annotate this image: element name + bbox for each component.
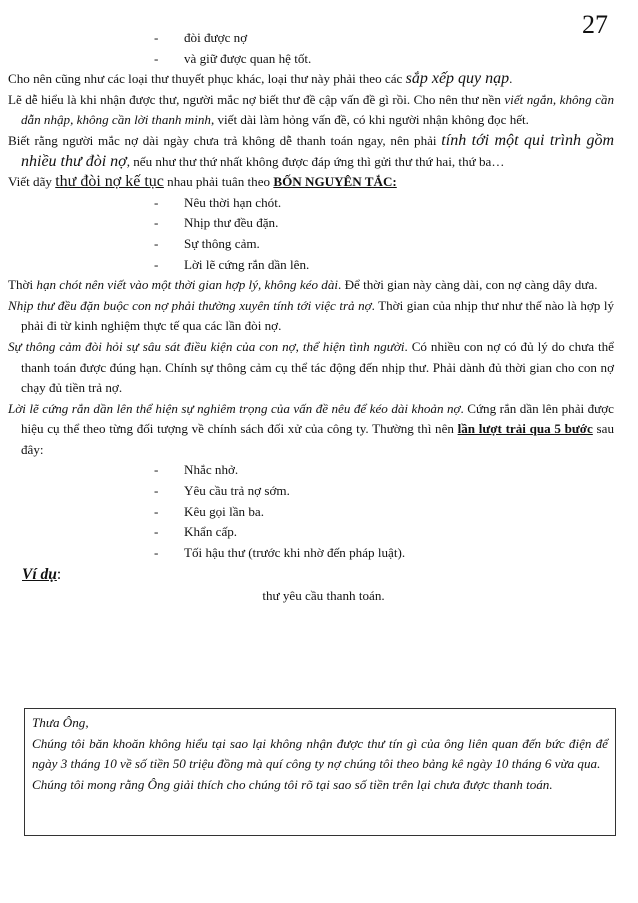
- letter-salutation: Thưa Ông,: [32, 715, 89, 730]
- emphasis: viết ngắn, không cần dẫn nhập, không cần lời thanh minh: [21, 91, 614, 128]
- example-letter-box: [24, 708, 616, 836]
- emphasis: Sự thông cảm đòi hỏi sự sâu sát điều kiện của con nợ, thể hiện tình người: [8, 338, 405, 354]
- paragraph: Lẽ dễ hiểu là khi nhận được thư, người mắc nợ biết thư đề cập vấn đề gì rồi. Cho nên thư nền viết ngắn, không cần dẫn nhập, không cần lời thanh minh, viết dài làm hỏng vấn đề, có khi người nhận không đọc hết.: [8, 91, 614, 128]
- heading-principles: BỐN NGUYÊN TẮC:: [273, 174, 397, 190]
- emphasis: hạn chót nên viết vào một thời gian hợp lý, không kéo dài: [36, 277, 339, 293]
- paragraph: Sự thông cảm đòi hỏi sự sâu sát điều kiện của con nợ, thể hiện tình người. Có nhiều con nợ có đủ lý do chưa thể thanh toán được đúng hạn. Chính sự thông cảm cụ thể tác động đến nhịp thư. Phải dành đủ thời gian cho con nợ chạy đủ tiền trả nợ.: [8, 338, 614, 396]
- page-content: [8, 28, 614, 607]
- paragraph: Nhịp thư đều đặn buộc con nợ phải thường xuyên tính tới việc trả nợ. Thời gian của nhịp thư như thế nào là hợp lý phải đi từ kinh nghiệm thực tế qua các lần đòi nợ.: [8, 297, 615, 334]
- list-item: - Yêu cầu trả nợ sớm.: [154, 483, 290, 499]
- list-item: - Kêu gọi lần ba.: [154, 503, 264, 519]
- list-item: - Lời lẽ cứng rắn dần lên.: [154, 256, 310, 272]
- emphasis: tính tới một qui trình gồm nhiều thư đòi nợ: [21, 131, 614, 170]
- emphasis: sắp xếp quy nạp: [405, 70, 510, 88]
- letter-body: Chúng tôi băn khoăn không hiểu tại sao lại không nhận được thư tín gì của ông liên quan đến bức điện để ngày 3 tháng 10 về số tiền 50 triệu đồng mà quí công ty nợ chúng tôi theo bảng kê ngày 10 tháng 6 vừa qua.: [32, 735, 608, 772]
- list-item: - Nhắc nhở.: [154, 462, 239, 478]
- list-item: - Khẩn cấp.: [154, 524, 238, 540]
- paragraph: Thời hạn chót nên viết vào một thời gian hợp lý, không kéo dài. Để thời gian này càng dài, con nợ càng dây dưa.: [8, 277, 598, 293]
- emphasis: thư đòi nợ kế tục: [55, 173, 164, 191]
- list-item: - và giữ được quan hệ tốt.: [154, 50, 312, 66]
- list-item: - đòi được nợ: [154, 30, 248, 45]
- paragraph: Biết rằng người mắc nợ dài ngày chưa trả không dễ thanh toán ngay, nên phải tính tới một qui trình gồm nhiều thư đòi nợ, nếu như thư thứ nhất không được đáp ứng thì gửi thư thứ hai, thứ ba…: [8, 131, 614, 170]
- emphasis-bold: lần lượt trải qua 5 bước: [457, 421, 593, 437]
- emphasis: Lời lẽ cứng rắn dần lên thể hiện sự nghiêm trọng của vấn đề nêu để kéo dài khoản nợ: [8, 400, 461, 416]
- paragraph: Viết dãy thư đòi nợ kế tục nhau phải tuân theo BỐN NGUYÊN TẮC:: [8, 173, 397, 191]
- list-item: - Sự thông cảm.: [154, 235, 260, 251]
- page-number: 27: [582, 10, 608, 39]
- list-item: - Nhịp thư đều đặn.: [154, 215, 279, 231]
- list-item: - Tối hậu thư (trước khi nhờ đến pháp luật).: [154, 544, 406, 560]
- paragraph: Lời lẽ cứng rắn dần lên thể hiện sự nghiêm trọng của vấn đề nêu để kéo dài khoản nợ. Cứng rắn dần lên phải được hiệu cụ thể theo từng đối tượng về chính sách đối xử của công ty. Thường thì nên lần lượt trải qua 5 bước sau đây:: [8, 400, 615, 457]
- letter-title: thư yêu cầu thanh toán.: [262, 588, 385, 604]
- paragraph: Cho nên cũng như các loại thư thuyết phục khác, loại thư này phải theo các sắp xếp quy nạp.: [8, 70, 513, 88]
- emphasis: Nhịp thư đều đặn buộc con nợ phải thường xuyên tính tới việc trả nợ: [8, 297, 372, 313]
- example-heading: Ví dụ:: [22, 566, 62, 584]
- letter-body: Chúng tôi mong rằng Ông giải thích cho chúng tôi rõ tại sao số tiền trên lại chưa được thanh toán.: [32, 776, 553, 792]
- list-item: - Nêu thời hạn chót.: [154, 194, 282, 210]
